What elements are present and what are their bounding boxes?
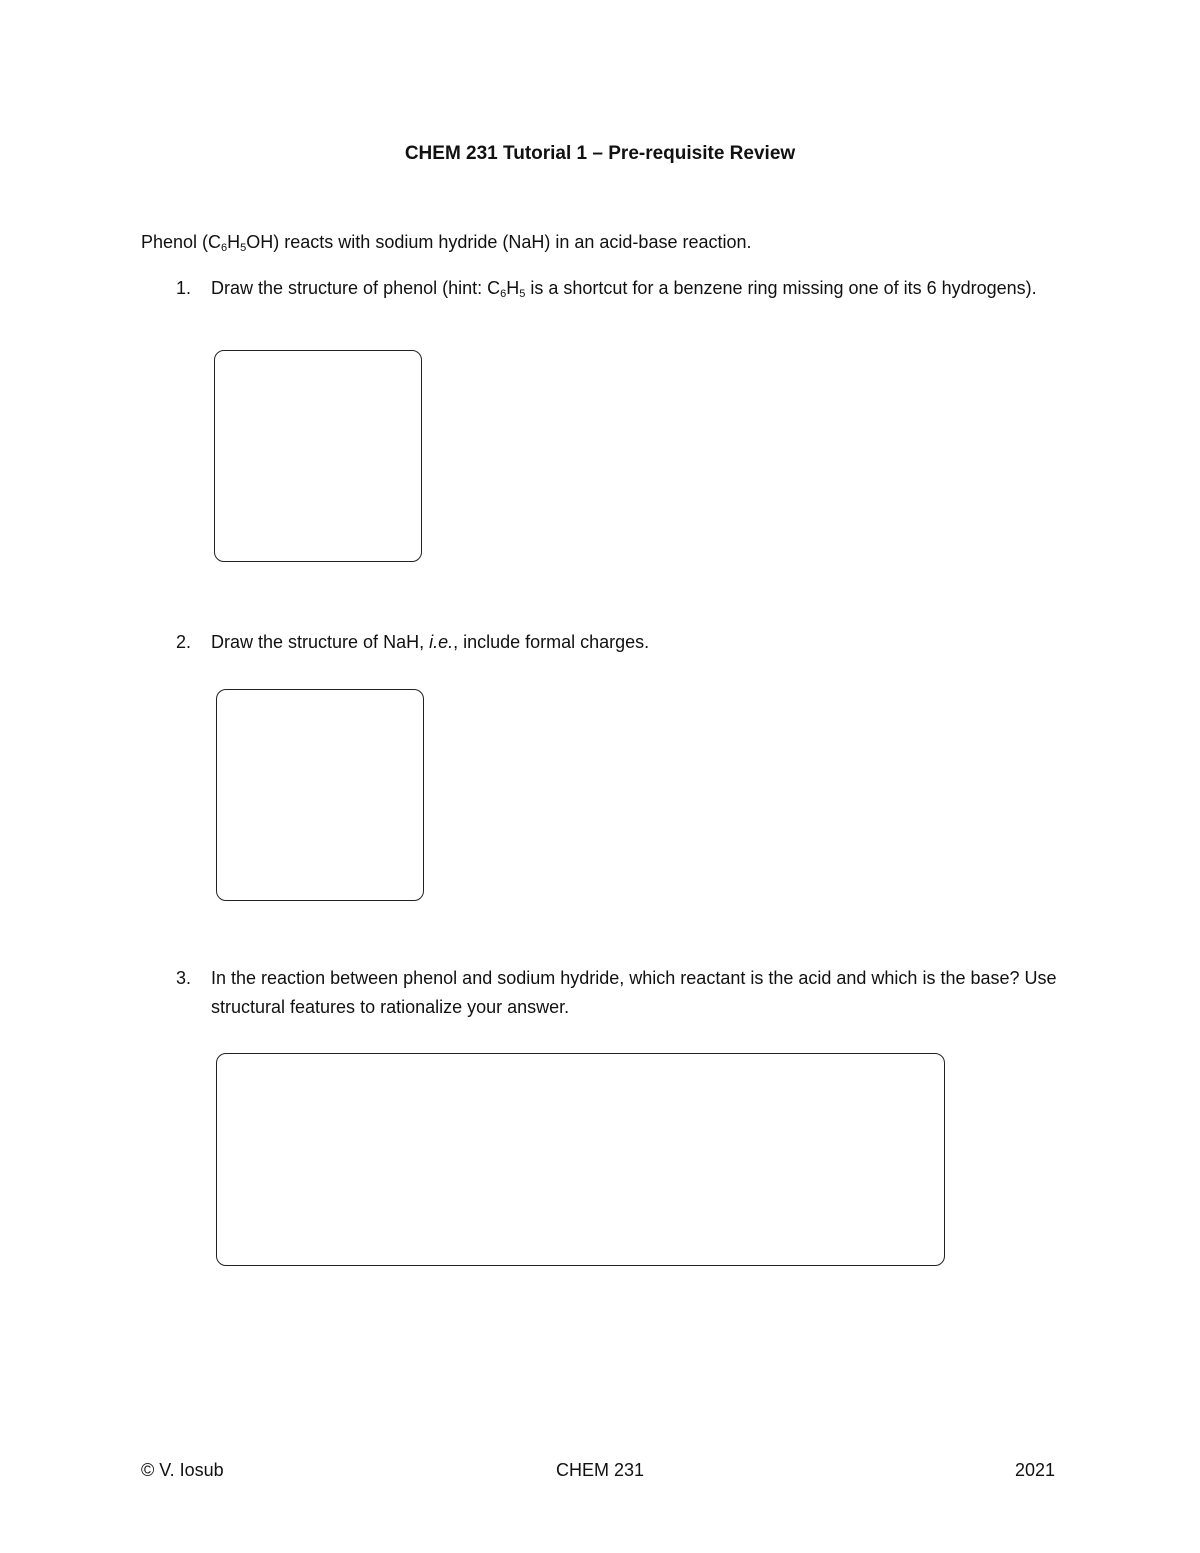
- footer-author: © V. Iosub: [141, 1460, 224, 1480]
- answer-box-3[interactable]: [216, 1053, 945, 1266]
- answer-box-2[interactable]: [216, 689, 424, 901]
- question-text: Draw the structure of NaH, i.e., include formal charges.: [211, 632, 650, 652]
- intro-text: Phenol $(C_6H_5OH)$ reacts with sodium hydride (NaH) in an acid-base reaction.: [141, 232, 752, 254]
- question-number: 3.: [176, 968, 192, 988]
- footer-course: CHEM 231: [555, 1460, 645, 1480]
- question-number: 1.: [176, 278, 192, 298]
- page-title: CHEM 231 Tutorial 1 – Pre-requisite Review: [404, 143, 796, 164]
- footer-year: 2021: [1015, 1460, 1056, 1480]
- answer-box-1[interactable]: [214, 350, 422, 562]
- question-text: In the reaction between phenol and sodium hydride, which reactant is the acid and which is the base? Use structural features to rationalize your answer.: [211, 968, 1057, 1017]
- question-text: Draw the structure of phenol (hint: $C_6H_5$ is a shortcut for a benzene ring missing one of its 6 hydrogens).: [211, 278, 1037, 300]
- question-number: 2.: [176, 632, 192, 652]
